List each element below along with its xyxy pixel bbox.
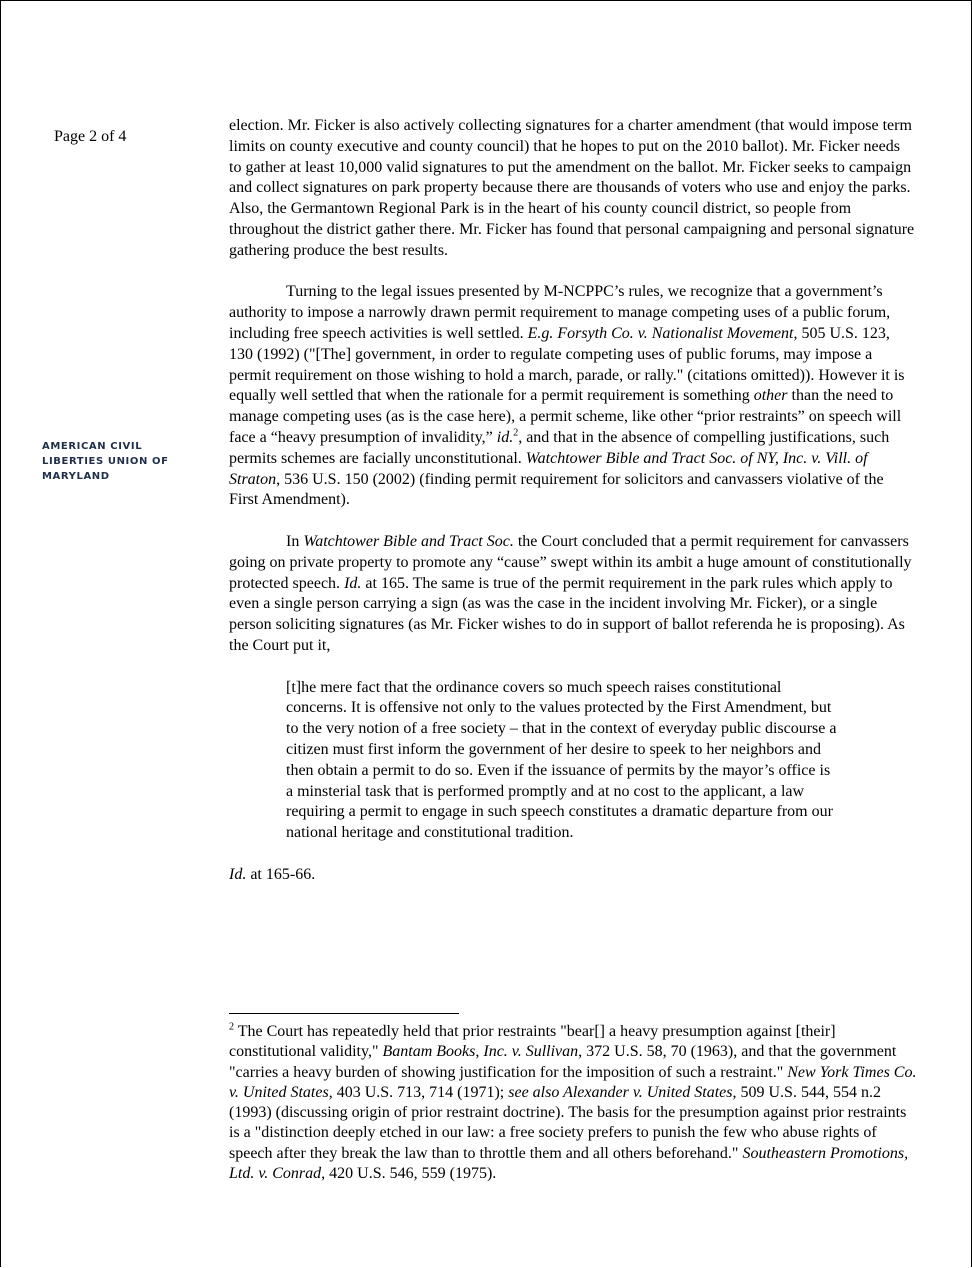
paragraph-ficker-campaign: election. Mr. Ficker is also actively collecting signatures for a charter amendment (that would impose term limits on county executive and county council) that he hopes to put on the 2010 ballot). Mr. Ficker needs to gather at least 10,000 valid signatures to put the amendment on the ballot. Mr. Ficker seeks to campaign and collect signatures on park property because there are thousands of voters who use and enjoy the parks. Also, the Germantown Regional Park is in the heart of his county council district, so people from throughout the district gather there. Mr. Ficker has found that personal campaigning and personal signature gathering produce the best results. [229, 117, 915, 259]
footnote-reference[interactable]: 2 [513, 427, 519, 439]
block-quote: [t]he mere fact that the ordinance covers so much speech raises constitutional concerns. It is offensive not only to the values protected by the First Amendment, but to the very notion of a free society – that in the context of everyday public discourse a citizen must first inform the government of her desire to speek to her neighbors and then obtain a permit to do so. Even if the issuance of permits by the mayor’s office is a minsterial task that is performed promptly and at no cost to the applicant, a law requiring a permit to engage in such speech constitutes a dramatic departure from our national heritage and constitutional tradition. [286, 678, 837, 842]
case-citation: E.g. Forsyth Co. v. Nationalist Movement [527, 324, 794, 342]
text-run: , 505 U.S. 123, 130 (1992) ("[The] government, in order to regulate competing uses of public forums, may impose a permit requirement on those wishing to hold a march, parade, or rally." (citations omitted)). However it is equally well settled that when the rationale for a permit requirement is something [229, 324, 905, 405]
text-run: , 536 U.S. 150 (2002) (finding permit requirement for solicitors and canvassers violative of the First Amendment). [229, 470, 884, 509]
text-run: , 403 U.S. 713, 714 (1971); [328, 1083, 509, 1101]
text-run: In [286, 532, 304, 550]
text-run: at 165. The same is true of the permit requirement in the park rules which apply to even a single person carrying a sign (as was the case in the incident involving Mr. Ficker), or a single person soliciting signatures (as Mr. Ficker wishes to do in support of ballot referenda he is proposing). As the Court put it, [229, 574, 905, 654]
footnote-number: 2 [229, 1021, 234, 1033]
case-citation: id. [496, 428, 514, 446]
text-run: the Court concluded that a permit requirement for canvassers going on private property to promote any “cause” swept within its ambit a huge amount of constitutionally protected speech. [229, 532, 912, 592]
text-run: , and that in the absence of compelling justifications, such permits schemes are facially unconstitutional. [229, 428, 890, 467]
case-citation: see also Alexander v. United States [508, 1083, 733, 1101]
page-number: Page 2 of 4 [54, 128, 127, 145]
text-run: , 372 U.S. 58, 70 (1963), and that the government "carries a heavy burden of showing justification for the imposition of such a restraint." [229, 1043, 897, 1081]
case-citation: Watchtower Bible and Tract Soc. [303, 532, 514, 550]
organization-name [42, 439, 169, 484]
text-run: The Court has repeatedly held that prior restraints "bear[] a heavy presumption against [their] constitutional validity," [229, 1023, 836, 1061]
letter-body [229, 116, 915, 885]
organization-line: AMERICAN CIVIL [42, 441, 143, 452]
paragraph-legal-issues [229, 282, 915, 511]
text-run: , 420 U.S. 546, 559 (1975). [321, 1165, 497, 1183]
footnote-separator [229, 1013, 459, 1014]
footnote-2 [229, 1022, 919, 1184]
case-citation: Id. [344, 574, 362, 592]
organization-line: MARYLAND [42, 471, 110, 482]
text-run: Turning to the legal issues presented by M-NCPPC’s rules, we recognize that a government’s authority to impose a narrowly drawn permit requirement to manage competing uses of a public forum, including free speech activities is well settled. [229, 283, 891, 342]
case-citation: Watchtower Bible and Tract Soc. of NY, Inc. v. Vill. of Straton [229, 449, 868, 488]
text-run: at 165-66. [246, 865, 316, 883]
case-citation: Id. [229, 865, 247, 883]
organization-line: LIBERTIES UNION OF [42, 456, 169, 467]
text-run: , 509 U.S. 544, 554 n.2 (1993) (discussing origin of prior restraint doctrine). The basis for the presumption against prior restraints is a "distinction deeply etched in our law: a free society prefers to punish the few who abuse rights of speech after they break the law than to throttle them and all others beforehand." [229, 1083, 907, 1162]
quote-citation [229, 865, 915, 886]
text-run: than the need to manage competing uses (as is the case here), a permit scheme, like other “prior restraints” on speech will face a “heavy presumption of invalidity,” [229, 387, 902, 446]
paragraph-watchtower [229, 532, 915, 657]
case-citation: Southeastern Promotions, Ltd. v. Conrad [229, 1144, 909, 1183]
emphasis: other [753, 387, 788, 405]
case-citation: Bantam Books, Inc. v. Sullivan [382, 1043, 579, 1061]
case-citation: New York Times Co. v. United States [229, 1063, 917, 1101]
